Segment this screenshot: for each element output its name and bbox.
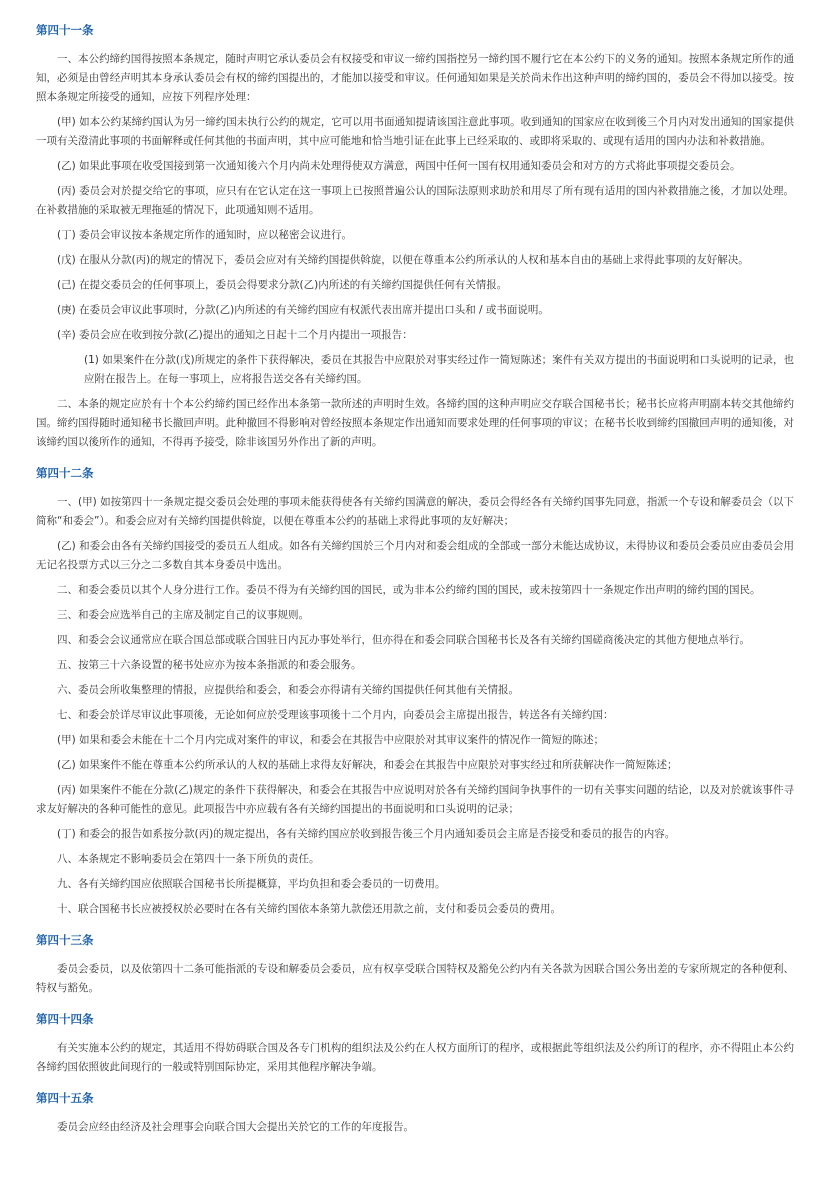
article-title: 第四十二条 — [36, 466, 94, 480]
article-paragraph: (庚) 在委员会审议此事项时，分款(乙)内所述的有关缔约国应有权派代表出席并提出口头和 / 或书面说明。 — [57, 304, 549, 316]
article-paragraph: (乙) 如果案件不能在尊重本公约所承认的人权的基础上求得友好解决，和委会在其报告中应限於对事实经过和所获解决作一简短陈述； — [57, 759, 678, 771]
article-paragraph: (己) 在提交委员会的任何事项上，委员会得要求分款(乙)内所述的有关缔约国提供任何有关情报。 — [57, 279, 508, 291]
article-title: 第四十一条 — [36, 23, 94, 37]
article-paragraph: 一、本公约缔约国得按照本条规定，随时声明它承认委员会有权接受和审议一缔约国指控另一缔约国不履行它在本公约下的义务的通知。按照本条规定所作的通知，必须是由曾经声明其本身承认委员会有权的缔约国提出的，才能加以接受和审议。任何通知如果是关於尚未作出这种声明的缔约国的，委员会不得加以接受。按照本条规定所接受的通知，应按下列程序处理： — [36, 53, 794, 103]
article-paragraph: (戊) 在服从分款(丙)的规定的情况下，委员会应对有关缔约国提供斡旋，以便在尊重本公约所承认的人权和基本自由的基础上求得此事项的友好解决。 — [57, 254, 749, 266]
article-title: 第四十五条 — [36, 1091, 94, 1105]
article-paragraph: 一、(甲) 如按第四十一条规定提交委员会处理的事项未能获得使各有关缔约国满意的解决，委员会得经各有关缔约国事先同意，指派一个专设和解委员会（以下简称“和委会”）。和委会应对有关缔约国提供斡旋，以便在尊重本公约的基础上求得此事项的友好解决； — [36, 496, 794, 527]
article-paragraph: 二、本条的规定应於有十个本公约缔约国已经作出本条第一款所述的声明时生效。各缔约国的这种声明应交存联合国秘书长；秘书长应将声明副本转交其他缔约国。缔约国得随时通知秘书长撤回声明。此种撤回不得影响对曾经按照本条规定作出通知而要求处理的任何事项的审议；在秘书长收到缔约国撤回声明的通知後，对该缔约国以後所作的通知，不得再予接受，除非该国另外作出了新的声明。 — [36, 398, 794, 448]
article-paragraph: 九、各有关缔约国应依照联合国秘书长所提概算，平均负担和委会委员的一切费用。 — [57, 878, 446, 890]
article-paragraph: 委员会应经由经济及社会理事会向联合国大会提出关於它的工作的年度报告。 — [57, 1121, 414, 1133]
article-45 — [36, 1090, 794, 1137]
article-paragraph: 十、联合国秘书长应被授权於必要时在各有关缔约国依本条第九款偿还用款之前，支付和委员会委员的费用。 — [57, 903, 561, 915]
article-paragraph: 八、本条规定不影响委员会在第四十一条下所负的责任。 — [57, 853, 320, 865]
article-paragraph: (甲) 如本公约某缔约国认为另一缔约国未执行公约的规定，它可以用书面通知提请该国注意此事项。收到通知的国家应在收到後三个月内对发出通知的国家提供一项有关澄清此事项的书面解释或任何其他的书面声明，其中应可能地和恰当地引证在此事上已经采取的、或即将采取的、或现有适用的国内办法和补救措施。 — [36, 116, 794, 147]
article-paragraph: (丁) 委员会审议按本条规定所作的通知时，应以秘密会议进行。 — [57, 229, 353, 241]
article-paragraph: 七、和委会於详尽审议此事项後，无论如何应於受理该事项後十二个月内，向委员会主席提出报告，转送各有关缔约国： — [57, 709, 614, 721]
article-sub-paragraph: (1) 如果案件在分款(戊)所规定的条件下获得解决，委员在其报告中应限於对事实经过作一简短陈述；案件有关双方提出的书面说明和口头说明的记录，也应附在报告上。在每一事项上，应将报告送交各有关缔约国。 — [84, 354, 794, 385]
article-paragraph: (乙) 如果此事项在收受国接到第一次通知後六个月内尚未处理得使双方满意，两国中任何一国有权用通知委员会和对方的方式将此事项提交委员会。 — [57, 160, 741, 172]
article-title: 第四十四条 — [36, 1012, 94, 1026]
article-title: 第四十三条 — [36, 933, 94, 947]
article-paragraph: 有关实施本公约的规定，其适用不得妨碍联合国及各专门机构的组织法及公约在人权方面所订的程序，或根据此等组织法及公约所订的程序，亦不得阻止本公约各缔约国依照彼此间现行的一般或特别国际协定，采用其他程序解决争端。 — [36, 1042, 794, 1073]
article-44 — [36, 1011, 794, 1077]
article-43 — [36, 932, 794, 998]
article-paragraph: (辛) 委员会应在收到按分款(乙)提出的通知之日起十二个月内提出一项报告： — [57, 329, 413, 341]
article-paragraph: 三、和委会应选举自己的主席及制定自己的议事规则。 — [57, 609, 309, 621]
article-paragraph: (丁) 和委会的报告如系按分款(丙)的规定提出，各有关缔约国应於收到报告後三个月内通知委员会主席是否接受和委员的报告的内容。 — [57, 828, 676, 840]
article-42 — [36, 465, 794, 919]
article-paragraph: (乙) 和委会由各有关缔约国接受的委员五人组成。如各有关缔约国於三个月内对和委会组成的全部或一部分未能达成协议，未得协议和委员会委员应由委员会用无记名投票方式以三分之二多数自其本身委员中选出。 — [36, 540, 794, 571]
article-paragraph: 四、和委会会议通常应在联合国总部或联合国驻日内瓦办事处举行，但亦得在和委会同联合国秘书长及各有关缔约国磋商後决定的其他方便地点举行。 — [57, 634, 750, 646]
article-paragraph: 五、按第三十六条设置的秘书处应亦为按本条指派的和委会服务。 — [57, 659, 362, 671]
article-paragraph: 二、和委会委员以其个人身分进行工作。委员不得为有关缔约国的国民，或为非本公约缔约国的国民，或未按第四十一条规定作出声明的缔约国的国民。 — [57, 584, 761, 596]
article-paragraph: (甲) 如果和委会未能在十二个月内完成对案件的审议，和委会在其报告中应限於对其审议案件的情况作一简短的陈述； — [57, 734, 605, 746]
article-paragraph: (丙) 如果案件不能在分款(乙)规定的条件下获得解决，和委会在其报告中应说明对於各有关缔约国间争执事件的一切有关事实问题的结论，以及对於就该事件寻求友好解决的各种可能性的意见。此项报告中亦应载有各有关缔约国提出的书面说明和口头说明的记录； — [36, 784, 794, 815]
article-paragraph: 委员会委员，以及依第四十二条可能指派的专设和解委员会委员，应有权享受联合国特权及豁免公约内有关各款为因联合国公务出差的专家所规定的各种便利、特权与豁免。 — [36, 963, 794, 994]
article-paragraph: (丙) 委员会对於提交给它的事项，应只有在它认定在这一事项上已按照普遍公认的国际法原则求助於和用尽了所有现有适用的国内补救措施之後，才加以处理。在补救措施的采取被无理拖延的情况下，此项通知则不适用。 — [36, 185, 794, 216]
article-41 — [36, 22, 794, 452]
article-paragraph: 六、委员会所收集整理的情报，应提供给和委会，和委会亦得请有关缔约国提供任何其他有关情报。 — [57, 684, 519, 696]
